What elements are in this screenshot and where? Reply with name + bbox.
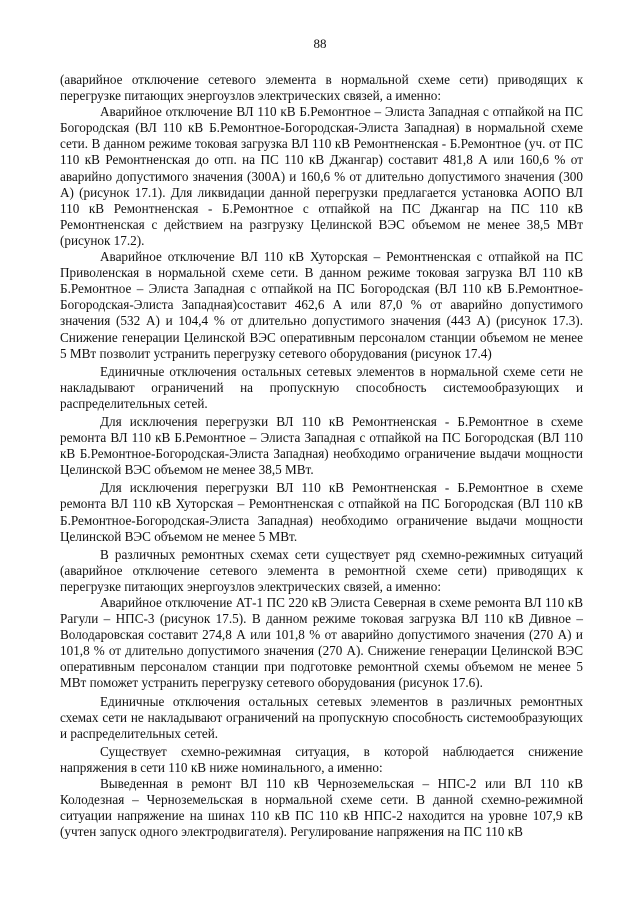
paragraph-emergency-shutdown-1: Аварийное отключение ВЛ 110 кВ Б.Ремонтное – Элиста Западная с отпайкой на ПС Богородская (ВЛ 110 кВ Б.Ремонтное-Богородская-Элиста Западная) в нормальной схеме сети. В данном режиме токовая загрузка ВЛ 110 кВ Ремонтненская - Б.Ремонтное (уч. от ПС 110 кВ Ремонтненская до отп. на ПС 110 кВ Джангар) составит 481,8 А или 160,6 % от аварийно допустимого значения (300А) и 160,6 % от длительно допустимого значения (300 А) (рисунок 17.1). Для ликвидации данной перегрузки предлагается установка АОПО ВЛ 110 кВ Ремонтненская - Б.Ремонтное с отпайкой на ПС Джангар на ПС 110 кВ Ремонтненская с действием на разгрузку Целинской ВЭС объемом не менее 38,5 МВт (рисунок 17.2). bbox=[60, 104, 583, 248]
document-body bbox=[60, 72, 583, 840]
page-number: 88 bbox=[313, 36, 327, 51]
paragraph-repair-schemes: В различных ремонтных схемах сети существует ряд схемно-режимных ситуаций (аварийное отключение сетевого элемента в ремонтной схеме сети) приводящих к перегрузке питающих энергоузлов электрических связей, а именно: bbox=[60, 546, 583, 594]
paragraph-overload-exclusion-2: Для исключения перегрузки ВЛ 110 кВ Ремонтненская - Б.Ремонтное в схеме ремонта ВЛ 110 кВ Хуторская – Ремонтненская с отпайкой на ПС Богородская (ВЛ 110 кВ Б.Ремонтное-Богородская-Элиста Западная) необходимо ограничение выдачи мощности Целинской ВЭС объемом не менее 5 МВт. bbox=[60, 480, 583, 544]
paragraph-at1-shutdown: Аварийное отключение АТ-1 ПС 220 кВ Элиста Северная в схеме ремонта ВЛ 110 кВ Рагули – НПС-3 (рисунок 17.5). В данном режиме токовая загрузка ВЛ 110 кВ Дивное – Володаровская составит 274,8 А или 101,8 % от аварийно допустимого значения (270 А) и 101,8 % от длительно допустимого значения (270 А). Снижение генерации Целинской ВЭС оперативным персоналом станции при подготовке ремонтной схемы объемом не менее 5 МВт поможет устранить перегрузку сетевого оборудования (рисунок 17.6). bbox=[60, 595, 583, 691]
paragraph-voltage-drop: Существует схемно-режимная ситуация, в которой наблюдается снижение напряжения в сети 110 кВ ниже номинального, а именно: bbox=[60, 743, 583, 775]
paragraph-emergency-shutdown-2: Аварийное отключение ВЛ 110 кВ Хуторская – Ремонтненская с отпайкой на ПС Приволенская в нормальной схеме сети. В данном режиме токовая загрузка ВЛ 110 кВ Б.Ремонтное – Элиста Западная с отпайкой на ПС Богородская (ВЛ 110 кВ Б.Ремонтное-Богородская-Элиста Западная)составит 462,6 А или 87,0 % от аварийно допустимого значения (532 А) и 104,4 % от длительно допустимого значения (443 А) (рисунок 17.3). Снижение генерации Целинской ВЭС оперативным персоналом станции объемом не менее 5 МВт позволит устранить перегрузку сетевого оборудования (рисунок 17.4) bbox=[60, 249, 583, 361]
paragraph-repair-line: Выведенная в ремонт ВЛ 110 кВ Черноземельская – НПС-2 или ВЛ 110 кВ Колодезная – Черноземельская в нормальной схеме сети. В данной схемно-режимной ситуации напряжение на шинах 110 кВ ПС 110 кВ НПС-2 находится на уровне 107,9 кВ (учтен запуск одного электродвигателя). Регулирование напряжения на ПС 110 кВ bbox=[60, 776, 583, 840]
paragraph-continuation: (аварийное отключение сетевого элемента в нормальной схеме сети) приводящих к перегрузке питающих энергоузлов электрических связей, а именно: bbox=[60, 72, 583, 104]
paragraph-single-outages-repair: Единичные отключения остальных сетевых элементов в различных ремонтных схемах сети не накладывают ограничений на пропускную способность системообразующих и распределительных сетей. bbox=[60, 693, 583, 741]
paragraph-single-outages-normal: Единичные отключения остальных сетевых элементов в нормальной схеме сети не накладывают ограничений на пропускную способность системообразующих и распределительных сетей. bbox=[60, 363, 583, 411]
paragraph-overload-exclusion-1: Для исключения перегрузки ВЛ 110 кВ Ремонтненская - Б.Ремонтное в схеме ремонта ВЛ 110 кВ Б.Ремонтное – Элиста Западная с отпайкой на ПС Богородская (ВЛ 110 кВ Б.Ремонтное-Богородская-Элиста Западная) необходимо ограничение выдачи мощности Целинской ВЭС объемом не менее 38,5 МВт. bbox=[60, 413, 583, 478]
